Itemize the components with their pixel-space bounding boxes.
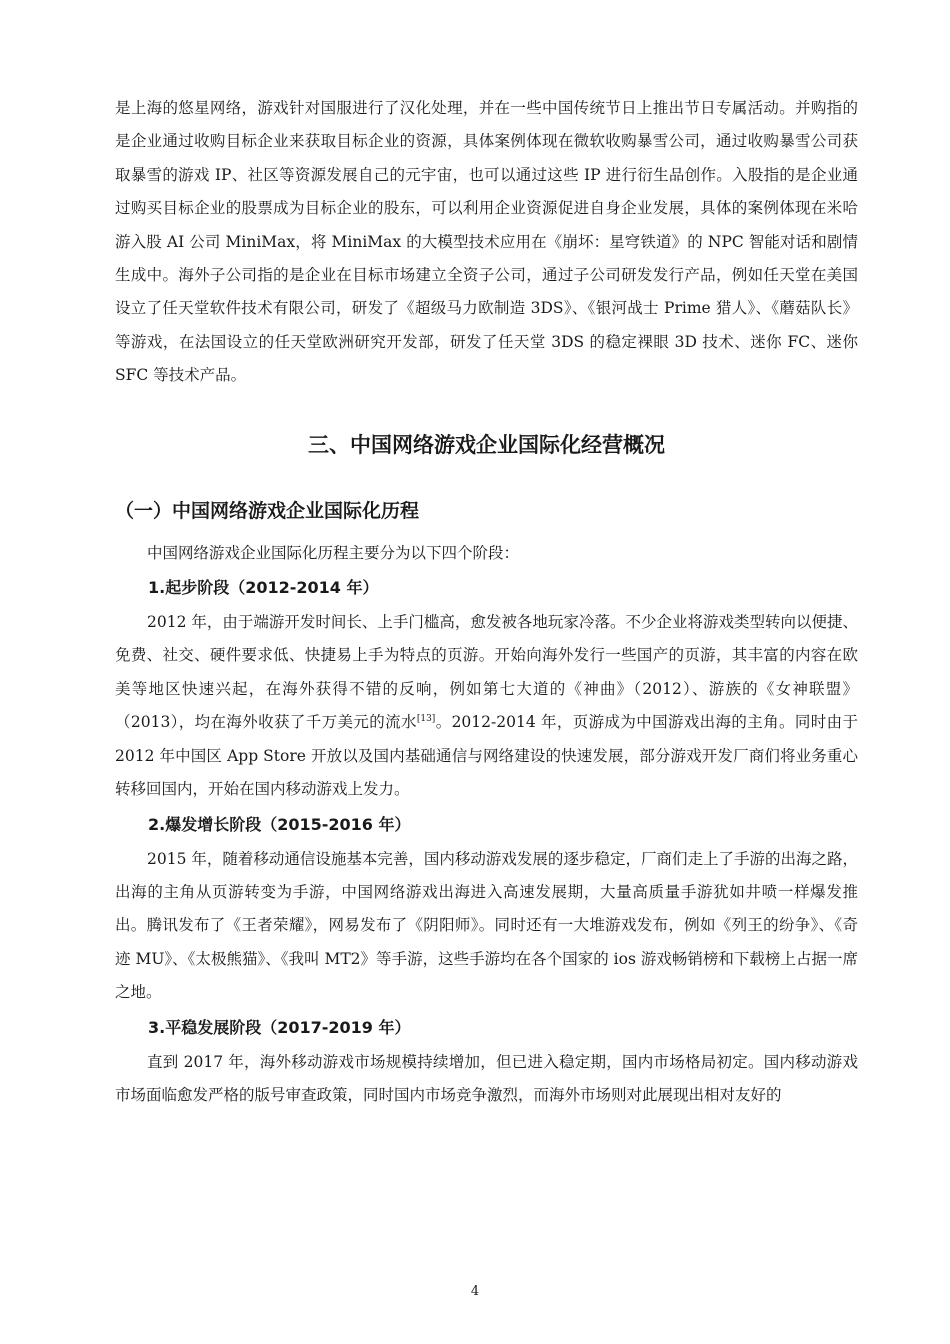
subsection-title: （一）中国网络游戏企业国际化历程: [115, 499, 420, 522]
intro-paragraph: 是上海的悠星网络，游戏针对国服进行了汉化处理，并在一些中国传统节日上推出节日专属活动。并购指的是企业通过收购目标企业来获取目标企业的资源，具体案例体现在微软收购暴雪公司，通过收购暴雪公司获取暴雪的游戏 IP、社区等资源发展自己的元宇宙，也可以通过这些 IP 进行衍生品创作。入股指的是企业通过购买目标企业的股票成为目标企业的股东，可以利用企业资源促进自身企业发展，具体的案例体现在米哈游入股 AI 公司 MiniMax，将 MiniMax 的大模型技术应用在《崩坏：星穹铁道》的 NPC 智能对话和剧情生成中。海外子公司指的是企业在目标市场建立全资子公司，通过子公司研发发行产品，例如任天堂在美国设立了任天堂软件技术有限公司，研发了《超级马力欧制造 3DS》、《银河战士 Prime 猎人》、《蘑菇队长》等游戏，在法国设立的任天堂欧洲研究开发部，研发了任天堂 3DS 的稳定裸眼 3D 技术、迷你 FC、迷你 SFC 等技术产品。: [115, 99, 858, 385]
stage2-paragraph: 2015 年，随着移动通信设施基本完善，国内移动游戏发展的逐步稳定，厂商们走上了手游的出海之路，出海的主角从页游转变为手游，中国网络游戏出海进入高速发展期，大量高质量手游犹如井喷一样爆发推出。腾讯发布了《王者荣耀》，网易发布了《阴阳师》。同时还有一大堆游戏发布，例如《列王的纷争》、《奇迹 MU》、《太极熊猫》、《我叫 MT2》等手游，这些手游均在各个国家的 ios 游戏畅销榜和下载榜上占据一席之地。: [115, 849, 858, 1002]
stage1-title: 1.起步阶段（2012-2014 年）: [148, 578, 379, 598]
stage3-title: 3.平稳发展阶段（2017-2019 年）: [148, 1017, 411, 1037]
stage1-paragraph: [115, 606, 858, 806]
section-title: 三、中国网络游戏企业国际化经营概况: [308, 432, 665, 457]
citation-13: [13]: [416, 714, 436, 725]
page-number: 4: [470, 1284, 480, 1299]
page-body: [115, 92, 858, 1112]
stage1-text-b: 。2012-2014 年，页游成为中国游戏出海的主角。同时由于 2012 年中国区 App Store 开放以及国内基础通信与网络建设的快速发展，部分游戏开发厂商们将业务重心转移回国内，开始在国内移动游戏上发力。: [115, 713, 858, 799]
overview-paragraph: 中国网络游戏企业国际化历程主要分为以下四个阶段：: [147, 543, 520, 562]
stage1-text-a: 2012 年，由于端游开发时间长、上手门槛高，愈发被各地玩家冷落。不少企业将游戏类型转向以便捷、免费、社交、硬件要求低、快捷易上手为特点的页游。开始向海外发行一些国产的页游，其丰富的内容在欧美等地区快速兴起，在海外获得不错的反响，例如第七大道的《神曲》（2012）、游族的《女神联盟》（2013），均在海外收获了千万美元的流水: [115, 613, 858, 732]
stage2-title: 2.爆发增长阶段（2015-2016 年）: [148, 814, 411, 834]
stage3-paragraph: 直到 2017 年，海外移动游戏市场规模持续增加，但已进入稳定期，国内市场格局初定。国内移动游戏市场面临愈发严格的版号审查政策，同时国内市场竞争激烈，而海外市场则对此展现出相对友好的: [115, 1052, 858, 1104]
